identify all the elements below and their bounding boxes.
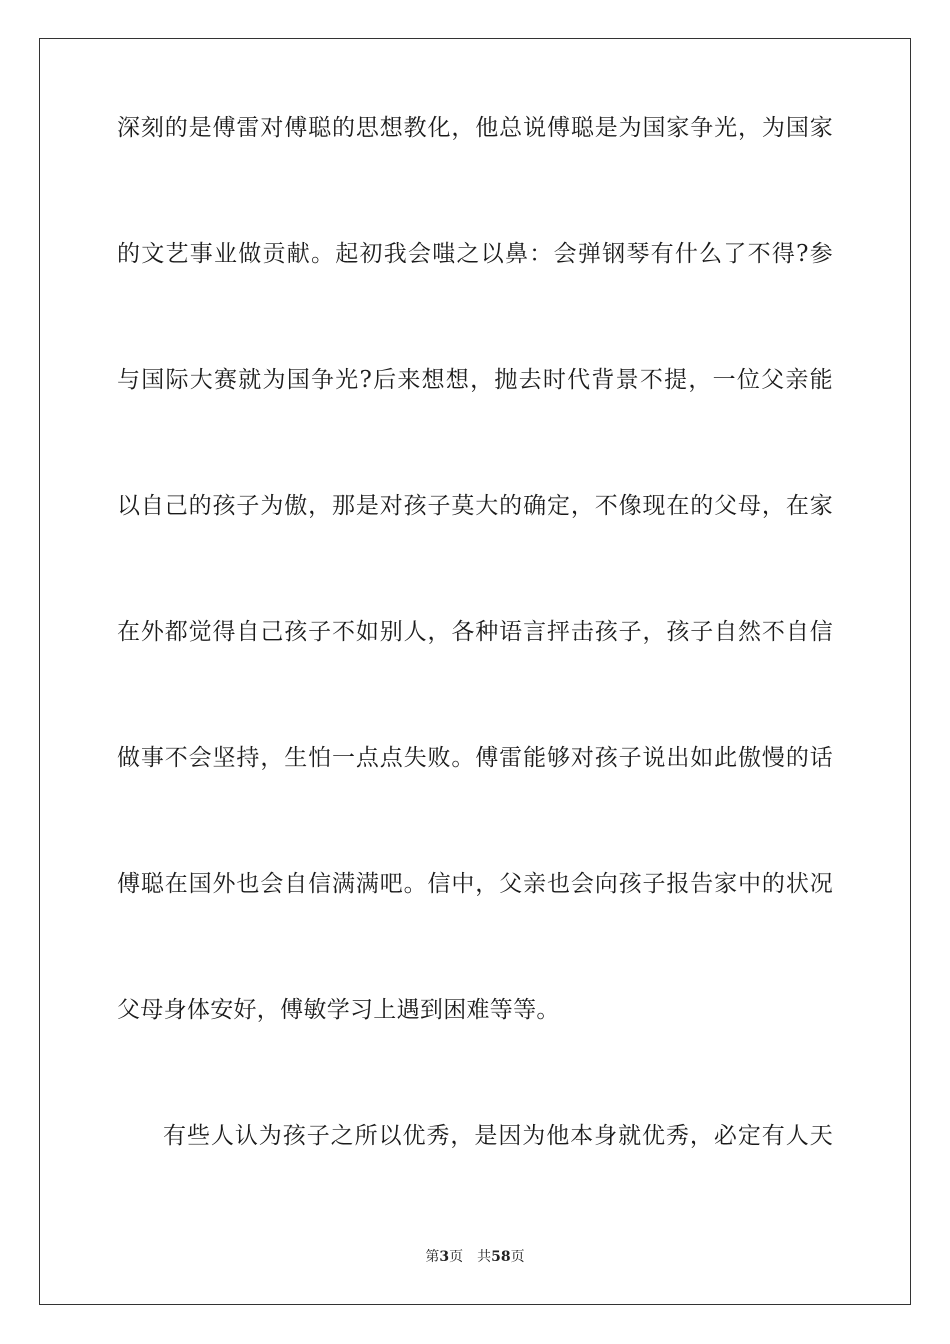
total-pages: 58 [491,1249,511,1265]
total-prefix: 共 [477,1249,492,1265]
text-line-content: 在外都觉得自己孩子不如别人，各种语言抨击孩子，孩子自然不自信 [117,619,833,645]
text-line-content: 傅聪在国外也会自信满满吧。信中，父亲也会向孩子报告家中的状况 [117,871,833,897]
text-line-content: 有些人认为孩子之所以优秀，是因为他本身就优秀，必定有人天 [163,1123,833,1149]
paragraph-first-line [117,1123,833,1262]
page-number: 3 [439,1249,450,1265]
text-line-content: 以自己的孩子为傲，那是对孩子莫大的确定，不像现在的父母，在家 [117,493,833,519]
text-line-content: 的文艺事业做贡献。起初我会嗤之以鼻：会弹钢琴有什么了不得?参 [117,241,833,267]
text-line-content: 父母身体安好，傅敏学习上遇到困难等等。 [117,997,560,1023]
text-line-content: 深刻的是傅雷对傅聪的思想教化，他总说傅聪是为国家争光，为国家 [117,115,833,141]
total-suffix: 页 [510,1249,525,1265]
page-suffix: 页 [449,1249,464,1265]
page-footer [0,1246,950,1266]
page-prefix: 第 [425,1249,440,1265]
body-text [117,115,833,1262]
text-line-content: 与国际大赛就为国争光?后来想想，抛去时代背景不提，一位父亲能 [117,367,833,393]
text-line-content: 做事不会坚持，生怕一点点失败。傅雷能够对孩子说出如此傲慢的话 [117,745,833,771]
